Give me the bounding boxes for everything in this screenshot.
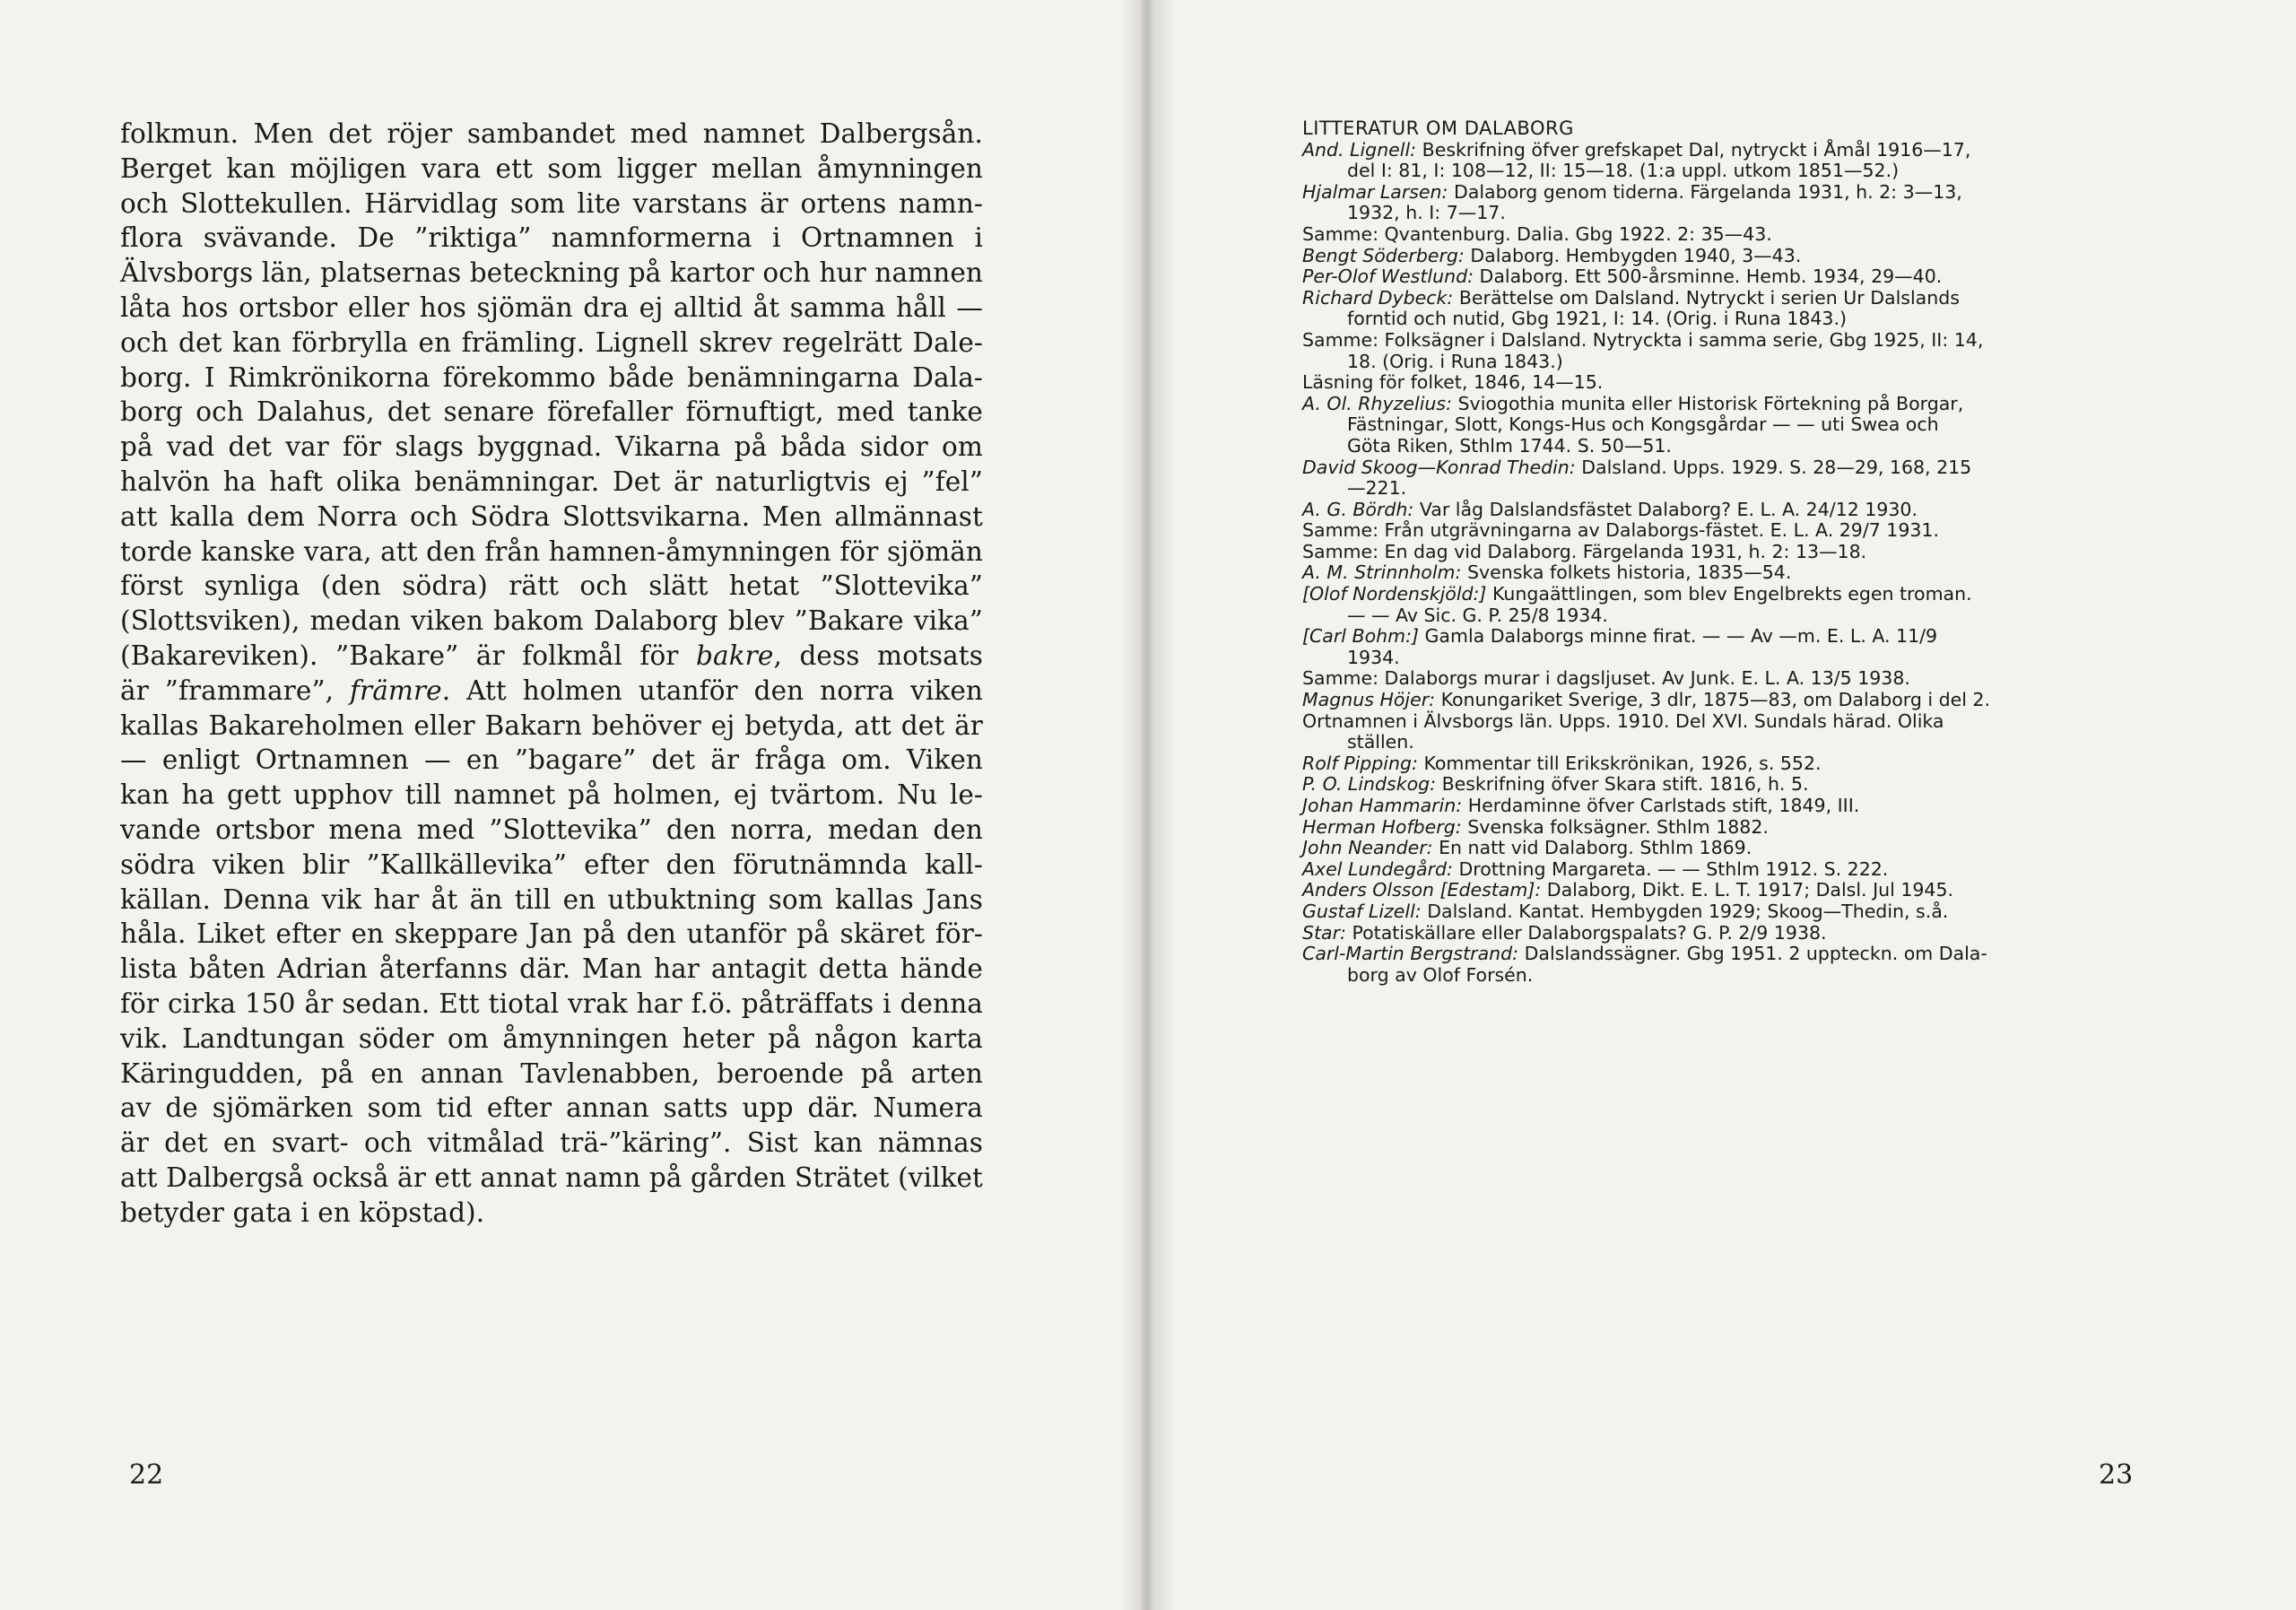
body-text-line: Älvsborgs län, platsernas beteckning på kartor och hur namnen	[120, 257, 983, 289]
bibliography-entry	[1302, 774, 2150, 796]
entry-author: Rolf Pipping:	[1302, 752, 1418, 774]
entry-author: Gustaf Lizell:	[1302, 900, 1422, 922]
entry-text: Samme: En dag vid Dalaborg. Färgelanda 1931, h. 2: 13—18.	[1302, 540, 1867, 562]
entry-text: Läsning för folket, 1846, 14—15.	[1302, 371, 1604, 394]
body-text-line: kallas Bakareholmen eller Bakarn behöver ej betyda, att det är	[120, 709, 983, 741]
entry-text: Dalaborg genom tiderna. Färgelanda 1931, h. 2: 3—13,	[1453, 180, 1962, 203]
entry-text: Svenska folkets historia, 1835—54.	[1466, 561, 1792, 584]
bibliography-entry	[1302, 859, 2150, 881]
entry-author: P. O. Lindskog:	[1302, 773, 1437, 796]
body-text-line: är det en svart- och vitmålad trä-”käring”. Sist kan nämnas	[120, 1127, 983, 1159]
entry-text: forntid och nutid, Gbg 1921, I: 14. (Orig. i Runa 1843.)	[1347, 308, 1847, 330]
body-text-line: (Bakareviken). ”Bakare” är folkmål för bakre, dess motsats	[120, 640, 983, 671]
entry-text: Svenska folksägner. Sthlm 1882.	[1467, 815, 1769, 838]
entry-text: Herdaminne öfver Carlstads stift, 1849, III.	[1467, 795, 1860, 816]
entry-author: Magnus Höjer:	[1302, 689, 1436, 711]
entry-text: borg av Olof Forsén.	[1347, 963, 1534, 986]
book-gutter	[1121, 0, 1175, 1610]
bibliography-heading: LITTERATUR OM DALABORG	[1302, 117, 1574, 139]
body-text-line: Berget kan möjligen vara ett som ligger mellan åmynningen	[120, 152, 983, 184]
entry-text: Samme: Från utgrävningarna av Dalaborgs-fästet. E. L. A. 29/7 1931.	[1302, 519, 1939, 542]
entry-author: A. Ol. Rhyzelius:	[1302, 392, 1453, 414]
entry-text: 18. (Orig. i Runa 1843.)	[1347, 350, 1563, 372]
bibliography-entry	[1302, 711, 2150, 753]
bibliography-entry	[1302, 140, 2150, 182]
bibliography-entry	[1302, 690, 2150, 711]
entry-text: Fästningar, Slott, Kongs-Hus och Kongsgårdar — — uti Swea och	[1347, 413, 1939, 436]
bibliography-entry	[1302, 668, 2150, 690]
left-page-body-text	[120, 117, 983, 1231]
entry-author: Richard Dybeck:	[1302, 286, 1454, 309]
entry-text: En natt vid Dalaborg. Sthlm 1869.	[1439, 837, 1752, 859]
entry-text: Beskrifning öfver grefskapet Dal, nytryckt i Åmål 1916—17,	[1422, 138, 1971, 161]
body-text-line: — enligt Ortnamnen — en ”bagare” det är fråga om. Viken	[120, 744, 983, 776]
entry-text: Kommentar till Erikskrönikan, 1926, s. 552.	[1423, 752, 1822, 774]
entry-author: Johan Hammarin:	[1302, 795, 1463, 816]
body-text-line: och det kan förbrylla en främling. Lignell skrev regelrätt Dale-	[120, 326, 983, 358]
entry-text: — — Av Sic. G. P. 25/8 1934.	[1347, 604, 1608, 626]
entry-text: Potatiskällare eller Dalaborgspalats? G. P. 2/9 1938.	[1352, 921, 1827, 944]
body-text-line: (Slottsviken), medan viken bakom Dalaborg blev ”Bakare vika”	[120, 605, 983, 637]
entry-author: Star:	[1302, 921, 1346, 944]
body-text-line: kan ha gett upphov till namnet på holmen, ej tvärtom. Nu le-	[120, 779, 983, 811]
body-text-line: flora svävande. De ”riktiga” namnformerna i Ortnamnen i	[120, 222, 983, 254]
bibliography-entry	[1302, 182, 2150, 224]
entry-text: 1934.	[1347, 646, 1400, 668]
entry-author: A. G. Bördh:	[1302, 498, 1414, 520]
body-text-line: av de sjömärken som tid efter annan satts upp där. Numera	[120, 1092, 983, 1124]
entry-text: Beskrifning öfver Skara stift. 1816, h. 5.	[1441, 773, 1809, 796]
body-text-line: betyder gata i en köpstad).	[120, 1197, 485, 1228]
bibliography-entry	[1302, 266, 2150, 288]
entry-text: Göta Riken, Sthlm 1744. S. 50—51.	[1347, 434, 1672, 457]
bibliography-entry	[1302, 394, 2150, 457]
entry-text: 1932, h. I: 7—17.	[1347, 202, 1506, 224]
bibliography-entry	[1302, 224, 2150, 246]
entry-text: Dalsland. Kantat. Hembygden 1929; Skoog—Thedin, s.å.	[1427, 900, 1949, 922]
right-page-number: 23	[2099, 1459, 2134, 1491]
body-text-line: vik. Landtungan söder om åmynningen heter på någon karta	[120, 1023, 983, 1054]
body-text-line: och Slottekullen. Härvidlag som lite varstans är ortens namn-	[120, 187, 983, 219]
bibliography-entry	[1302, 796, 2150, 817]
body-text-line: låta hos ortsbor eller hos sjömän dra ej alltid åt samma håll —	[120, 292, 983, 323]
entry-author: John Neander:	[1302, 837, 1433, 859]
entry-text: Dalsland. Upps. 1929. S. 28—29, 168, 215	[1581, 456, 1972, 478]
bibliography-entries	[1302, 140, 2150, 987]
entry-text: Samme: Qvantenburg. Dalia. Gbg 1922. 2: 35—43.	[1302, 222, 1772, 245]
entry-text: ställen.	[1347, 731, 1414, 753]
body-text-line: källan. Denna vik har åt än till en utbuktning som kallas Jans	[120, 883, 983, 915]
bibliography-entry	[1302, 901, 2150, 923]
entry-author: Axel Lundegård:	[1302, 857, 1453, 880]
bibliography-entry	[1302, 944, 2150, 986]
left-page-number: 22	[129, 1459, 164, 1491]
entry-text: del I: 81, I: 108—12, II: 15—18. (1:a uppl. utkom 1851—52.)	[1347, 160, 1900, 182]
body-text-line: att Dalbergså också är ett annat namn på gården Strätet (vilket	[120, 1162, 983, 1193]
entry-text: Var låg Dalslandsfästet Dalaborg? E. L. A. 24/12 1930.	[1419, 498, 1918, 520]
entry-author: Bengt Söderberg:	[1302, 244, 1465, 266]
body-text-line: lista båten Adrian återfanns där. Man har antagit detta hände	[120, 953, 983, 985]
entry-text: Gamla Dalaborgs minne firat. — — Av —m. E. L. A. 11/9	[1424, 625, 1938, 648]
entry-text: Dalaborg. Hembygden 1940, 3—43.	[1470, 244, 1802, 266]
entry-text: —221.	[1347, 477, 1407, 500]
entry-author: Anders Olsson [Edestam]:	[1302, 879, 1542, 901]
body-text-line: är ”frammare”, främre. Att holmen utanför den norra viken	[120, 674, 983, 706]
entry-author: A. M. Strinnholm:	[1302, 561, 1462, 584]
entry-text: Ortnamnen i Älvsborgs län. Upps. 1910. Del XVI. Sundals härad. Olika	[1302, 709, 1944, 732]
entry-text: Konungariket Sverige, 3 dlr, 1875—83, om Dalaborg i del 2.	[1440, 689, 1990, 711]
entry-text: Berättelse om Dalsland. Nytryckt i serien Ur Dalslands	[1458, 286, 1960, 309]
body-text-line: på vad det var för slags byggnad. Vikarna på båda sidor om	[120, 431, 983, 463]
body-text-line: vande ortsbor mena med ”Slottevika” den norra, medan den	[120, 814, 983, 845]
entry-text: Samme: Folksägner i Dalsland. Nytryckta i samma serie, Gbg 1925, II: 14,	[1302, 328, 1984, 351]
body-text-line: först synliga (den södra) rätt och slätt hetat ”Slottevika”	[120, 570, 983, 602]
bibliography-entry	[1302, 626, 2150, 668]
bibliography-entry	[1302, 562, 2150, 584]
bibliography-entry	[1302, 457, 2150, 500]
body-text-line: att kalla dem Norra och Södra Slottsvikarna. Men allmännast	[120, 500, 983, 532]
entry-author: Herman Hofberg:	[1302, 815, 1462, 838]
entry-author: Hjalmar Larsen:	[1302, 180, 1448, 203]
entry-author: And. Lignell:	[1302, 138, 1417, 161]
bibliography-entry	[1302, 246, 2150, 267]
body-text-line: för cirka 150 år sedan. Ett tiotal vrak har f.ö. påträffats i denna	[120, 988, 983, 1019]
left-page	[0, 0, 1141, 1610]
body-text-line: borg. I Rimkrönikorna förekommo både benämningarna Dala-	[120, 361, 983, 393]
entry-text: Dalaborg, Dikt. E. L. T. 1917; Dalsl. Jul 1945.	[1546, 879, 1954, 901]
bibliography-entry	[1302, 838, 2150, 859]
bibliography-entry	[1302, 330, 2150, 372]
entry-author: Per-Olof Westlund:	[1302, 265, 1474, 288]
bibliography-entry	[1302, 520, 2150, 542]
entry-author: [Carl Bohm:]	[1302, 625, 1419, 648]
body-text-line: håla. Liket efter en skeppare Jan på den utanför på skäret för-	[120, 918, 983, 950]
body-text-line: södra viken blir ”Kallkällevika” efter den förutnämnda kall-	[120, 849, 983, 880]
bibliography-entry	[1302, 584, 2150, 626]
bibliography-entry	[1302, 880, 2150, 901]
entry-text: Dalaborg. Ett 500-årsminne. Hemb. 1934, 29—40.	[1479, 265, 1943, 288]
body-text-line: halvön ha haft olika benämningar. Det är naturligtvis ej ”fel”	[120, 466, 983, 497]
bibliography	[1302, 118, 2150, 986]
body-text-line: folkmun. Men det röjer sambandet med namnet Dalbergsån.	[120, 118, 983, 149]
entry-author: [Olof Nordenskjöld:]	[1302, 583, 1487, 605]
entry-text: Drottning Margareta. — — Sthlm 1912. S. 222.	[1458, 857, 1889, 880]
body-text-line: Käringudden, på en annan Tavlenabben, beroende på arten	[120, 1057, 983, 1089]
bibliography-entry	[1302, 817, 2150, 839]
bibliography-entry	[1302, 923, 2150, 944]
entry-author: David Skoog—Konrad Thedin:	[1302, 456, 1576, 478]
entry-author: Carl-Martin Bergstrand:	[1302, 943, 1519, 965]
bibliography-entry	[1302, 372, 2150, 394]
bibliography-entry	[1302, 542, 2150, 563]
bibliography-entry	[1302, 288, 2150, 330]
body-text-line: torde kanske vara, att den från hamnen-åmynningen för sjömän	[120, 535, 983, 567]
entry-text: Kungaättlingen, som blev Engelbrekts egen troman.	[1492, 583, 1972, 605]
body-text-line: borg och Dalahus, det senare förefaller förnuftigt, med tanke	[120, 396, 983, 428]
entry-text: Sviogothia munita eller Historisk Förtekning på Borgar,	[1457, 392, 1964, 414]
bibliography-entry	[1302, 753, 2150, 775]
entry-text: Dalslandssägner. Gbg 1951. 2 uppteckn. om Dala-	[1524, 943, 1987, 965]
entry-text: Samme: Dalaborgs murar i dagsljuset. Av Junk. E. L. A. 13/5 1938.	[1302, 667, 1910, 690]
bibliography-entry	[1302, 500, 2150, 521]
